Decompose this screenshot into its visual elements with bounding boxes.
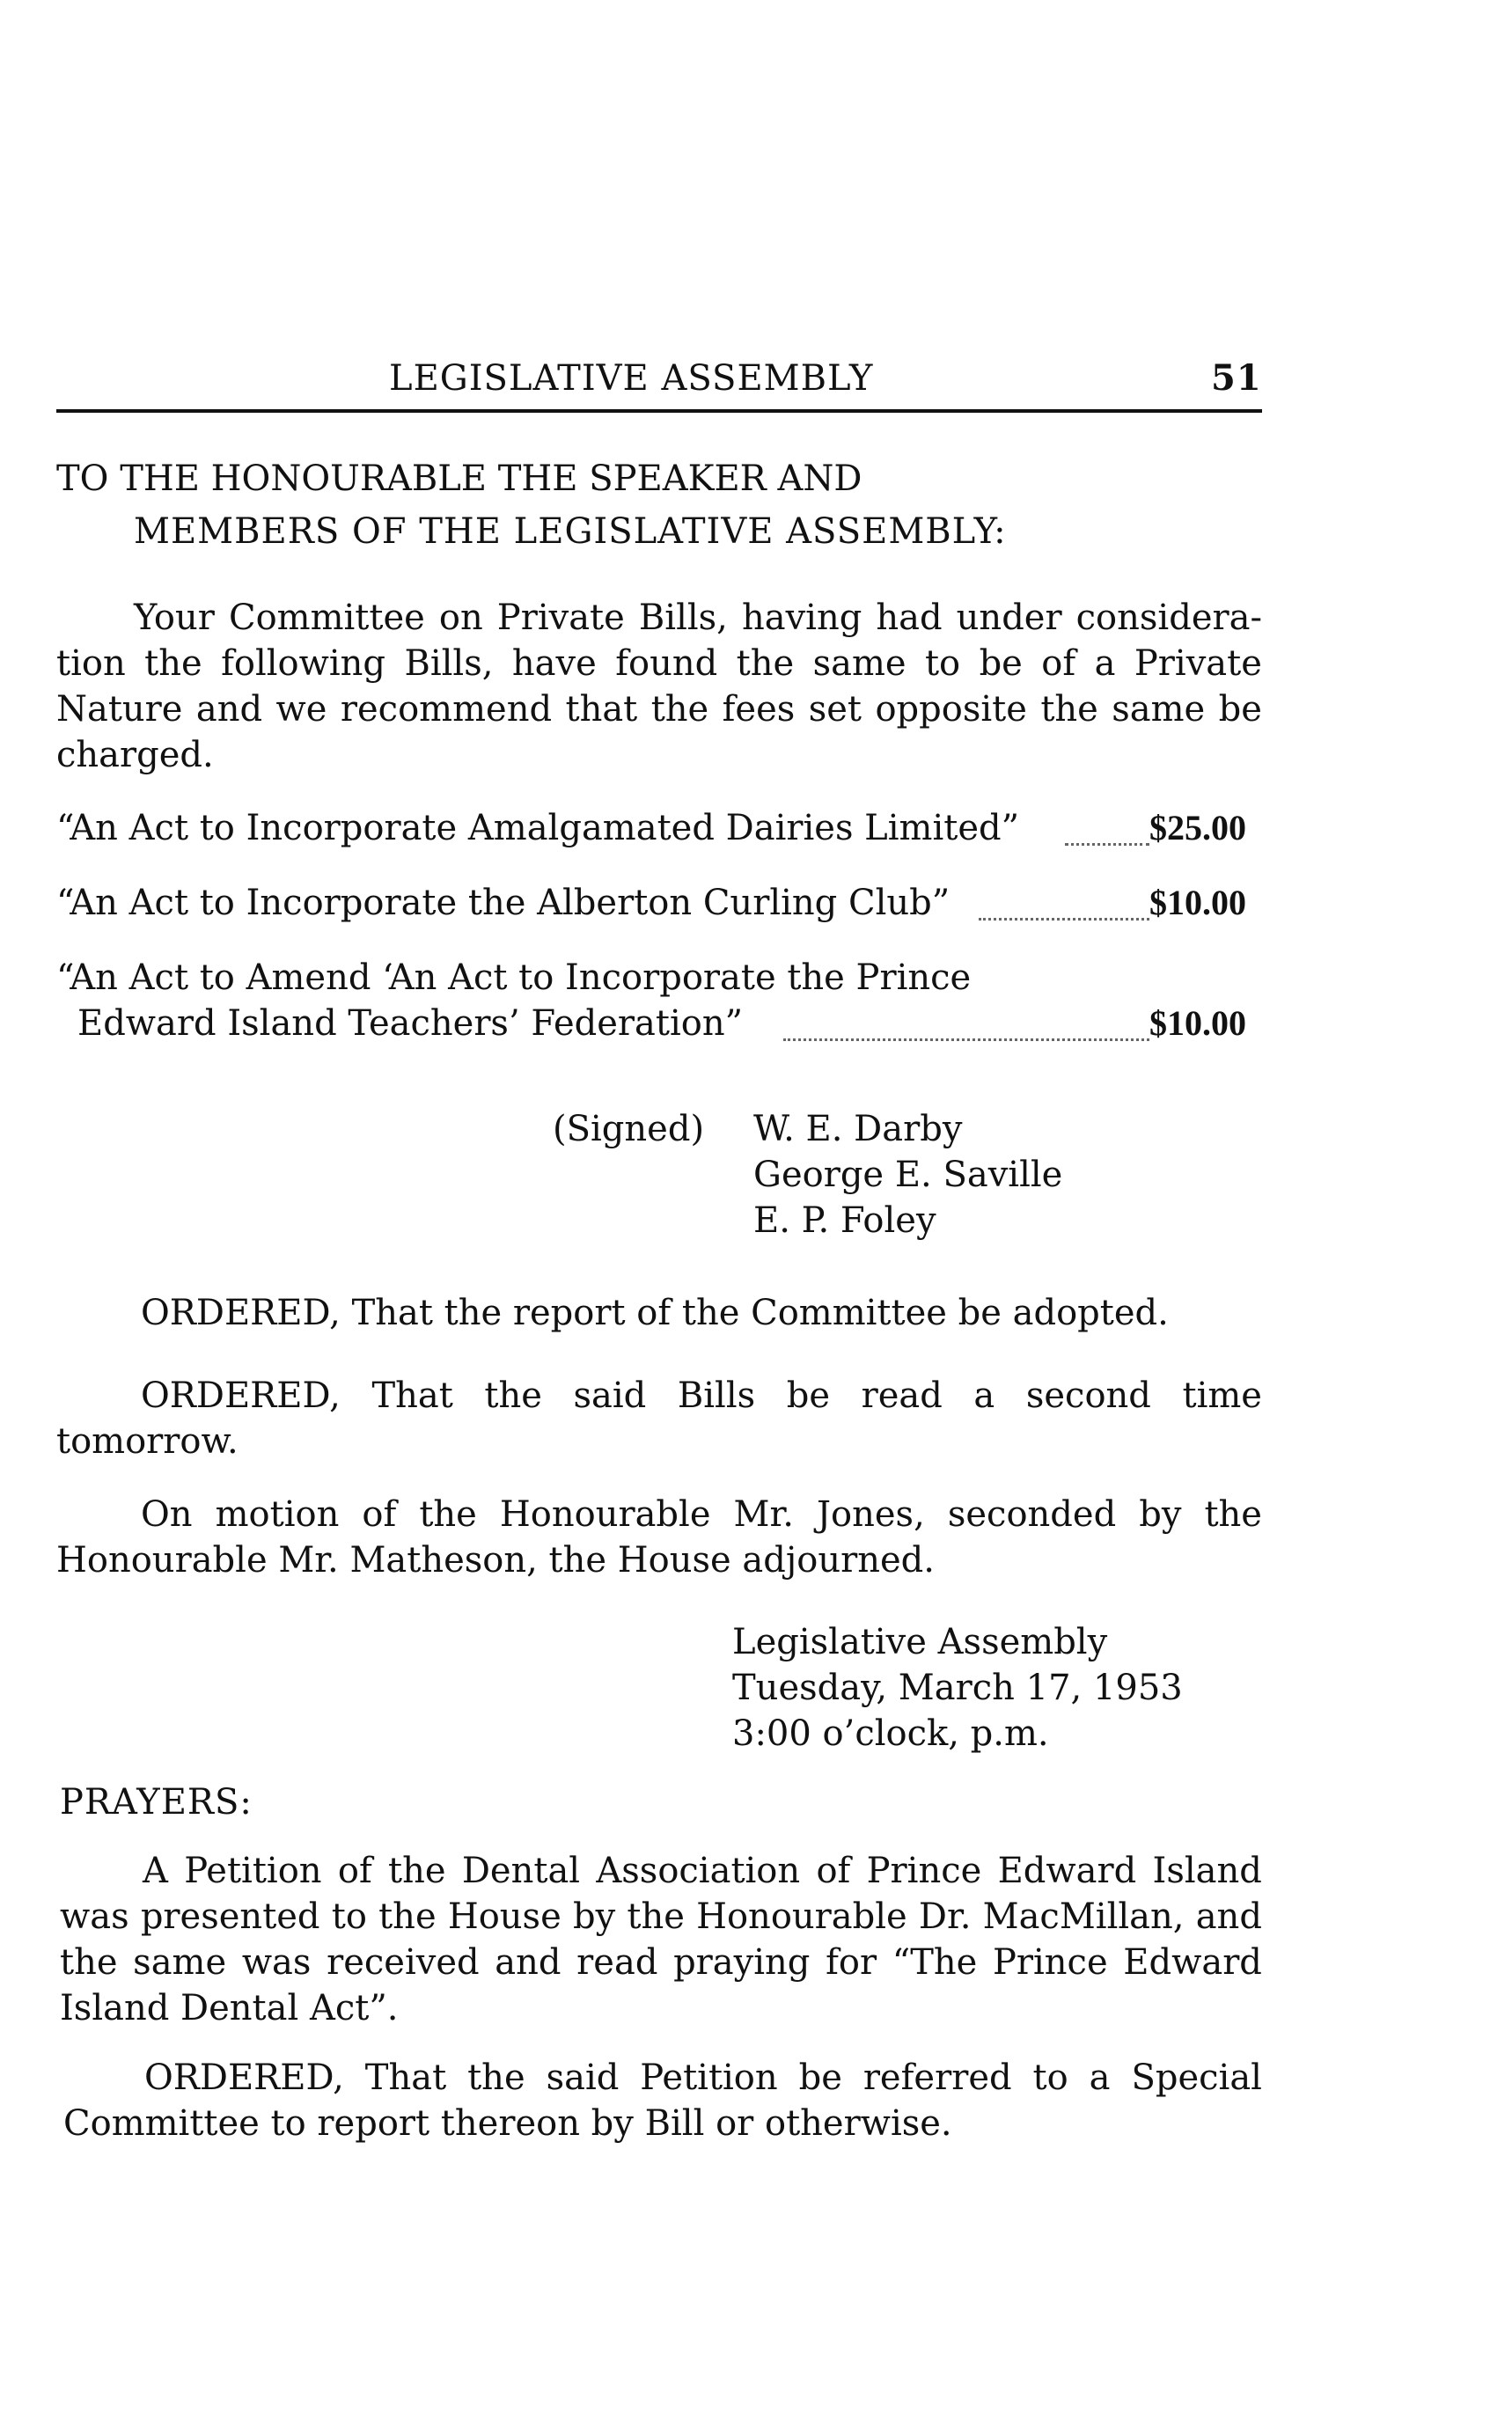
word: the [419,1494,477,1535]
word: by [572,1896,616,1937]
word: to [1032,2058,1068,2098]
word: set [808,689,862,730]
signatory-2: George E. Saville [753,1155,1063,1195]
ordered-second-reading-line-1 [141,1373,1262,1419]
word: be [979,643,1023,684]
bill-2-fee: $10.00 [1149,883,1246,922]
word: Mr. [733,1494,794,1535]
word: of [1041,643,1076,684]
word: ORDERED, [141,1375,341,1416]
signed-label: (Signed) [553,1109,705,1149]
word: Committee [228,598,425,638]
word: be [786,1375,831,1416]
ordered-second-reading-line-2: tomorrow. [56,1421,239,1462]
word: same [133,1942,227,1983]
header-rule [56,409,1262,413]
word: presented [140,1896,320,1937]
word: and [495,1942,561,1983]
word: Your [134,598,215,638]
word: having [741,598,862,638]
word: Nature [56,689,183,730]
word: a [973,1375,995,1416]
word: Dental [461,1851,581,1891]
prayers-heading: PRAYERS: [60,1782,253,1823]
word: motion [215,1494,340,1535]
word: referred [862,2058,1012,2098]
dateline-date: Tuesday, March 17, 1953 [732,1668,1183,1708]
word: that [565,689,638,730]
word: “The [892,1942,978,1983]
word: Island [1152,1851,1262,1891]
word: the [736,643,795,684]
report-para-line-3 [56,686,1262,732]
word: a [1094,643,1116,684]
report-para-line-4: charged. [56,735,214,775]
word: the [650,689,709,730]
report-para-line-2 [56,641,1262,686]
report-para-line-1 [134,595,1262,641]
word: the [627,1896,685,1937]
bill-2-title: “An Act to Incorporate the Alberton Curling Club” [56,883,951,923]
bill-1-leader [1065,843,1149,846]
word: to [331,1896,367,1937]
word: a [1089,2058,1111,2098]
word: the [1040,689,1098,730]
word: the [467,2058,525,2098]
word: and [195,689,263,730]
word: the [60,1942,118,1983]
word: by [1139,1494,1182,1535]
word: Bills [677,1375,756,1416]
petition-line-4: Island Dental Act”. [60,1988,399,2028]
word: Prince [992,1942,1108,1983]
word: have [511,643,597,684]
word: of [816,1851,851,1891]
word: Petition [640,2058,778,2098]
signatory-1: W. E. Darby [753,1109,963,1149]
motion-line-2: Honourable Mr. Matheson, the House adjourned. [56,1540,935,1581]
word: Edward [997,1851,1137,1891]
word: the [484,1375,542,1416]
word: same [812,643,906,684]
bill-3-title-line-2: Edward Island Teachers’ Federation” [77,1003,744,1044]
ordered-report-adopted: ORDERED, That the report of the Committee be adopted. [141,1293,1169,1333]
petition-line-1 [143,1848,1262,1894]
word: That [364,2058,447,2098]
word: Jones, [817,1494,925,1535]
word: second [1025,1375,1151,1416]
running-header-title: LEGISLATIVE ASSEMBLY [389,358,874,399]
word: A [143,1851,168,1891]
word: tion [56,643,126,684]
word: Private [496,598,625,638]
petition-line-3 [60,1940,1262,1985]
address-line-1: TO THE HONOURABLE THE SPEAKER AND [56,458,862,499]
word: Honourable [696,1896,907,1937]
word: the [388,1851,446,1891]
word: On [141,1494,193,1535]
word: That [371,1375,453,1416]
bill-1-fee: $25.00 [1149,808,1246,847]
word: we [275,689,327,730]
word: recommend [340,689,553,730]
word: was [60,1896,129,1937]
word: Association [596,1851,801,1891]
bill-1-title: “An Act to Incorporate Amalgamated Dairies Limited” [56,808,1020,848]
word: Dr. [918,1896,972,1937]
word: of [337,1851,372,1891]
bill-3-leader [783,1038,1149,1041]
word: the [378,1896,437,1937]
word: the [1204,1494,1262,1535]
motion-line-1 [141,1492,1262,1537]
dateline-time: 3:00 o’clock, p.m. [732,1713,1049,1754]
word: praying [673,1942,811,1983]
bill-3-fee: $10.00 [1149,1003,1246,1043]
word: found [615,643,718,684]
ordered-referral-line-1 [144,2055,1262,2101]
word: Bills, [404,643,494,684]
address-line-2: MEMBERS OF THE LEGISLATIVE ASSEMBLY: [134,511,1007,552]
word: Private [1134,643,1262,684]
signatory-3: E. P. Foley [753,1200,936,1241]
bill-3-title-line-1: “An Act to Amend ‘An Act to Incorporate the Prince [56,957,972,998]
word: on [438,598,483,638]
word: same [1112,689,1206,730]
dateline-place: Legislative Assembly [732,1622,1108,1662]
word: said [573,1375,647,1416]
word: Petition [184,1851,322,1891]
word: of [362,1494,397,1535]
word: Edward [1123,1942,1262,1983]
word: fees [722,689,796,730]
word: for [826,1942,877,1983]
word: following [221,643,386,684]
word: ORDERED, [144,2058,344,2098]
word: read [576,1942,658,1983]
word: the [144,643,202,684]
word: MacMillan, [982,1896,1185,1937]
word: said [546,2058,620,2098]
word: Bills, [638,598,728,638]
word: received [327,1942,480,1983]
word: considera- [1075,598,1262,638]
word: to [924,643,961,684]
word: Honourable [499,1494,711,1535]
word: House [447,1896,561,1937]
word: read [861,1375,943,1416]
word: and [1195,1896,1262,1937]
word: be [1218,689,1262,730]
bill-2-leader [979,918,1149,921]
word: Special [1131,2058,1262,2098]
page-number: 51 [1211,357,1262,399]
word: seconded [947,1494,1117,1535]
word: was [241,1942,312,1983]
word: had [876,598,943,638]
word: opposite [875,689,1027,730]
word: under [956,598,1062,638]
word: Prince [866,1851,982,1891]
word: be [798,2058,842,2098]
petition-line-2 [60,1894,1262,1940]
ordered-referral-line-2: Committee to report thereon by Bill or otherwise. [63,2103,952,2144]
word: time [1182,1375,1262,1416]
